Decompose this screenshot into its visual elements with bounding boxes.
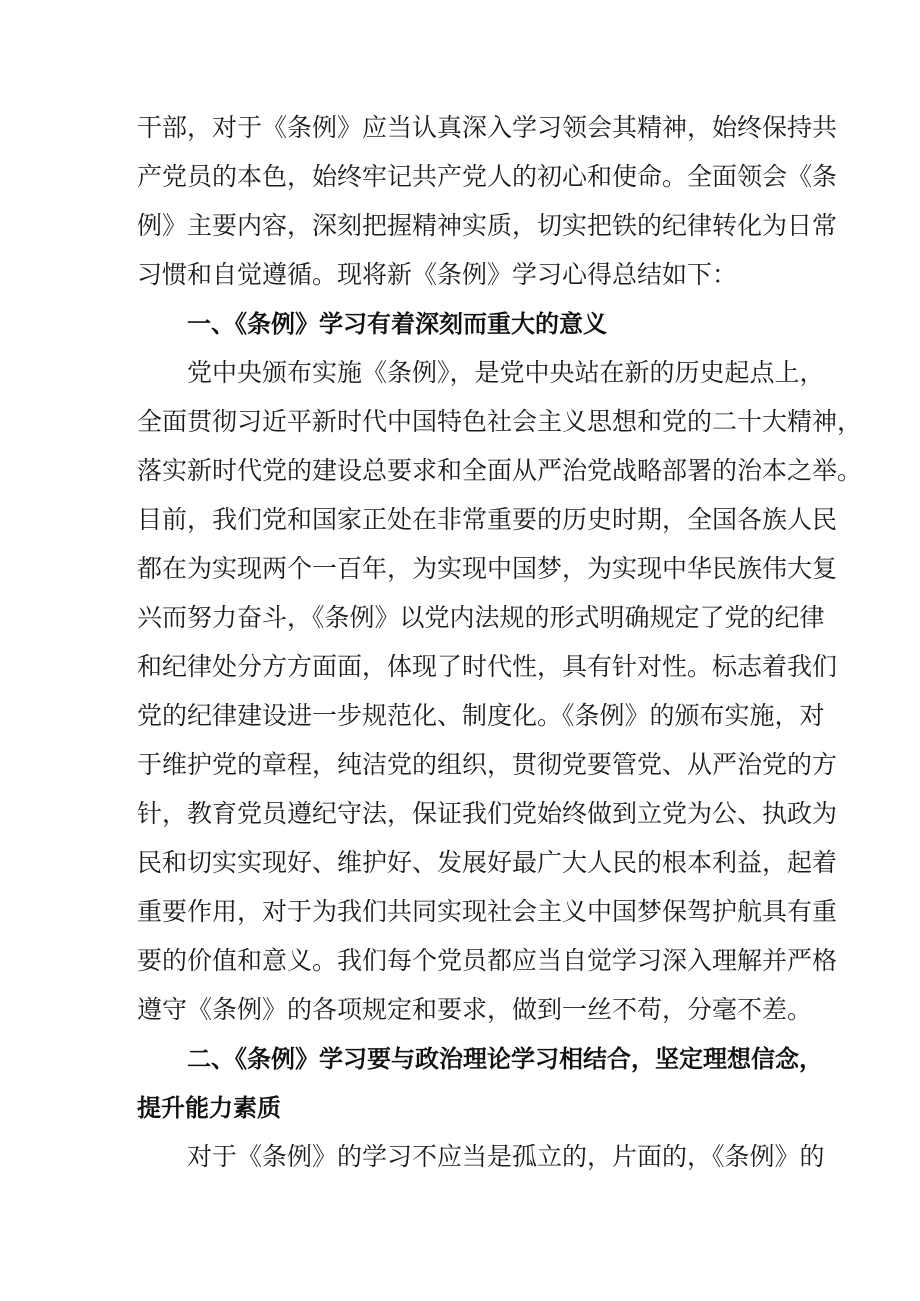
paragraph-1-line-10: 针，教育党员遵纪守法，保证我们党始终做到立党为公、执政为 <box>137 799 838 828</box>
section-heading-2-line-1: 二、《条例》学习要与政治理论学习相结合，坚定理想信念， <box>187 1045 823 1073</box>
section-heading-2-line-2: 提升能力素质 <box>137 1094 281 1122</box>
paragraph-2-line-1: 对于《条例》的学习不应当是孤立的，片面的，《条例》的 <box>187 1142 825 1171</box>
paragraph-1-line-6: 兴而努力奋斗，《条例》以党内法规的形式明确规定了党的纪律 <box>137 603 825 632</box>
paragraph-1-line-13: 要的价值和意义。我们每个党员都应当自觉学习深入理解并严格 <box>137 946 838 975</box>
paragraph-1-line-11: 民和切实实现好、维护好、发展好最广大人民的根本利益，起着 <box>137 848 838 877</box>
paragraph-1-line-1: 党中央颁布实施《条例》，是党中央站在新的历史起点上， <box>187 358 825 387</box>
intro-line-3: 例》主要内容，深刻把握精神实质，切实把铁的纪律转化为日常 <box>137 211 838 240</box>
paragraph-1-line-9: 于维护党的章程，纯洁党的组织，贯彻党要管党、从严治党的方 <box>137 750 838 779</box>
intro-line-2: 产党员的本色，始终牢记共产党人的初心和使命。全面领会《条 <box>137 162 838 191</box>
paragraph-1-line-7: 和纪律处分方方面面，体现了时代性，具有针对性。标志着我们 <box>137 652 838 681</box>
intro-line-4: 习惯和自觉遵循。现将新《条例》学习心得总结如下： <box>137 260 738 289</box>
paragraph-1-line-12: 重要作用，对于为我们共同实现社会主义中国梦保驾护航具有重 <box>137 897 838 926</box>
section-heading-1: 一、《条例》学习有着深刻而重大的意义 <box>187 310 607 338</box>
paragraph-1-line-3: 落实新时代党的建设总要求和全面从严治党战略部署的治本之举。 <box>137 456 863 485</box>
intro-line-1: 干部，对于《条例》应当认真深入学习领会其精神，始终保持共 <box>137 113 838 142</box>
paragraph-1-line-8: 党的纪律建设进一步规范化、制度化。《条例》的颁布实施，对 <box>137 701 825 730</box>
paragraph-1-line-5: 都在为实现两个一百年，为实现中国梦，为实现中华民族伟大复 <box>137 554 838 583</box>
paragraph-1-line-2: 全面贯彻习近平新时代中国特色社会主义思想和党的二十大精神， <box>137 407 863 436</box>
paragraph-1-line-14: 遵守《条例》的各项规定和要求，做到一丝不苟，分毫不差。 <box>137 995 813 1024</box>
paragraph-1-line-4: 目前，我们党和国家正处在非常重要的历史时期，全国各族人民 <box>137 505 838 534</box>
